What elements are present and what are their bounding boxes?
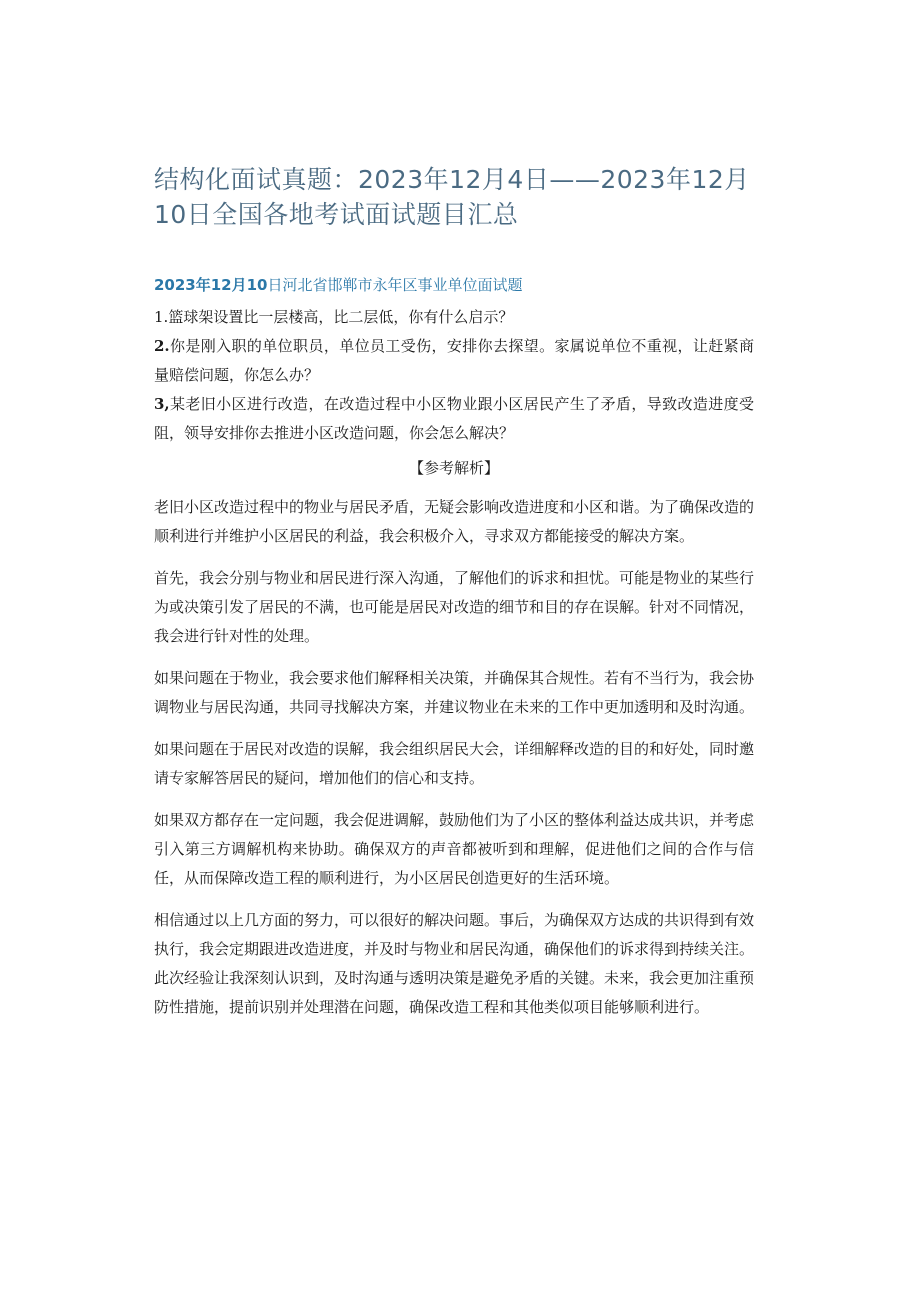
section-heading	[154, 275, 754, 295]
section-heading-text: 日河北省邯郸市永年区事业单位面试题	[267, 276, 523, 294]
answer-paragraph: 如果双方都存在一定问题，我会促进调解，鼓励他们为了小区的整体利益达成共识，并考虑引入第三方调解机构来协助。确保双方的声音都被听到和理解，促进他们之间的合作与信任，从而保障改造工程的顺利进行，为小区居民创造更好的生活环境。	[154, 811, 755, 887]
answer-paragraph: 如果问题在于物业，我会要求他们解释相关决策，并确保其合规性。若有不当行为，我会协调物业与居民沟通，共同寻找解决方案，并建议物业在未来的工作中更加透明和及时沟通。	[154, 669, 755, 716]
answer-paragraph: 老旧小区改造过程中的物业与居民矛盾，无疑会影响改造进度和小区和谐。为了确保改造的顺利进行并维护小区居民的利益，我会积极介入，寻求双方都能接受的解决方案。	[154, 498, 755, 545]
section-heading-date: 2023年12月10	[154, 276, 268, 294]
question-number: 2.	[154, 337, 170, 355]
title-line-2: 10日全国各地考试面试题目汇总	[154, 200, 519, 229]
question-number: 3,	[154, 395, 170, 413]
question-text: 你是刚入职的单位职员，单位员工受伤，安排你去探望。家属说单位不重视，让赶紧商量赔偿问题，你怎么办？	[154, 337, 754, 384]
question-text: 某老旧小区进行改造，在改造过程中小区物业跟小区居民产生了矛盾，导致改造进度受阻，领导安排你去推进小区改造问题，你会怎么解决？	[154, 395, 754, 442]
document-page	[154, 162, 754, 1035]
answer-paragraph: 首先，我会分别与物业和居民进行深入沟通，了解他们的诉求和担忧。可能是物业的某些行为或决策引发了居民的不满，也可能是居民对改造的细节和目的存在误解。针对不同情况，我会进行针对性的处理。	[154, 569, 755, 645]
answer-paragraph: 相信通过以上几方面的努力，可以很好的解决问题。事后，为确保双方达成的共识得到有效执行，我会定期跟进改造进度，并及时与物业和居民沟通，确保他们的诉求得到持续关注。此次经验让我深刻认识到，及时沟通与透明决策是避免矛盾的关键。未来，我会更加注重预防性措施，提前识别并处理潜在问题，确保改造工程和其他类似项目能够顺利进行。	[154, 911, 755, 1016]
question-number: 1.	[154, 308, 169, 326]
answer-heading: 【参考解析】	[408, 459, 499, 477]
question-1	[154, 303, 754, 332]
document-title	[154, 162, 754, 232]
question-text: 篮球架设置比一层楼高，比二层低，你有什么启示？	[168, 308, 514, 326]
title-line-1: 结构化面试真题：2023年12月4日——2023年12月	[154, 165, 750, 194]
question-3	[154, 390, 754, 448]
answer-paragraph: 如果问题在于居民对改造的误解，我会组织居民大会，详细解释改造的目的和好处，同时邀请专家解答居民的疑问，增加他们的信心和支持。	[154, 740, 755, 787]
question-2	[154, 332, 754, 390]
